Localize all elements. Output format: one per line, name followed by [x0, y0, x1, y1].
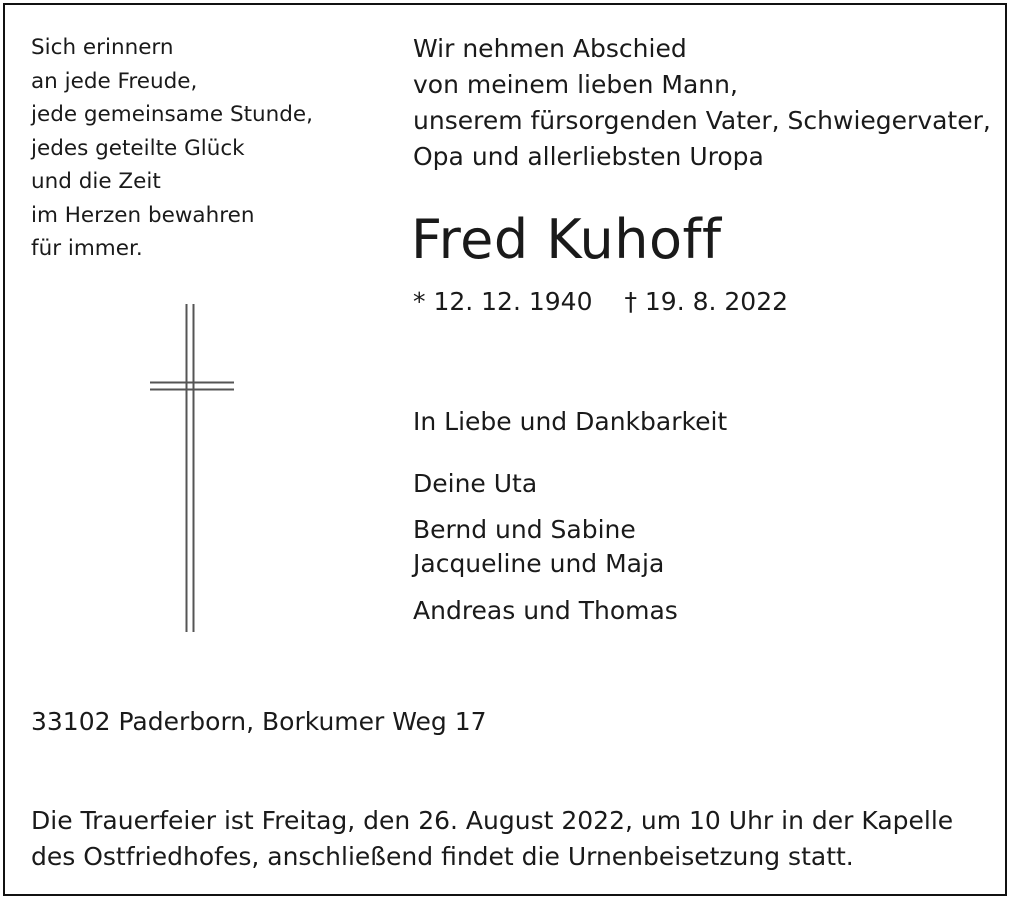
poem-line: jede gemeinsame Stunde, [31, 102, 313, 127]
double-line-cross-icon [150, 304, 236, 636]
poem-line: an jede Freude, [31, 68, 198, 94]
thanks-heading: In Liebe und Dankbarkeit [413, 407, 728, 436]
birth-date: * 12. 12. 1940 [413, 287, 593, 316]
mourner-line: Bernd und Sabine [413, 515, 636, 544]
poem-line: Sich erinnern [31, 35, 174, 60]
poem-line: jedes geteilte Glück [31, 135, 245, 161]
life-dates [413, 284, 788, 320]
intro-line: Wir nehmen Abschied [413, 34, 687, 63]
funeral-line: des Ostfriedhofes, anschließend findet die Urnenbeisetzung statt. [31, 842, 854, 871]
farewell-intro [413, 31, 991, 175]
poem-line: und die Zeit [31, 169, 161, 194]
deceased-name: Fred Kuhoff [411, 208, 722, 271]
intro-line: Opa und allerliebsten Uropa [413, 142, 764, 171]
mourner-line: Jacqueline und Maja [413, 549, 665, 578]
poem-line: im Herzen bewahren [31, 202, 255, 228]
intro-line: von meinem lieben Mann, [413, 70, 738, 99]
death-date: † 19. 8. 2022 [624, 287, 789, 316]
mourner-line: Deine Uta [413, 469, 538, 498]
funeral-line: Die Trauerfeier ist Freitag, den 26. August 2022, um 10 Uhr in der Kapelle [31, 806, 954, 835]
family-address: 33102 Paderborn, Borkumer Weg 17 [31, 707, 487, 736]
mourner-line: Andreas und Thomas [413, 596, 678, 625]
intro-line: unserem fürsorgenden Vater, Schwiegervater, [413, 106, 991, 135]
funeral-details [31, 803, 953, 875]
poem [31, 31, 313, 266]
poem-line: für immer. [31, 236, 143, 261]
